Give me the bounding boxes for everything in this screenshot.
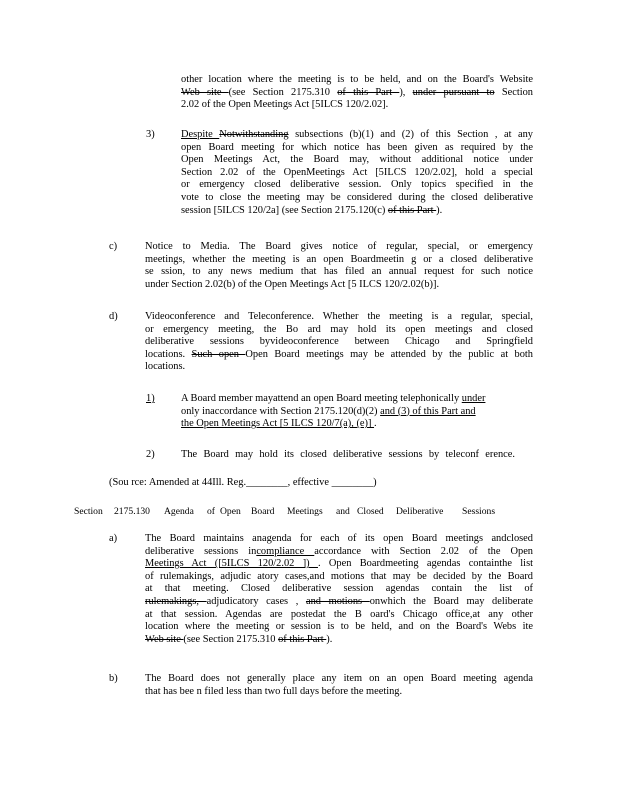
text-line [181, 406, 541, 419]
section-label: Section [74, 506, 103, 517]
inserted-text: compliance [256, 545, 315, 557]
deleted-text: of this Part [278, 633, 327, 645]
text-run: deliberative sessions byvideoconference between Chicago and Springfield [145, 336, 533, 348]
paragraph-agenda-filing [145, 673, 533, 698]
text-run: (see Section 2175.310 [183, 633, 279, 645]
text-run: 2.02 of the Open Meetings Act [5ILCS 120/2.02]. [181, 99, 389, 111]
deleted-text: Such open [191, 348, 246, 360]
section-title-word: Open [220, 506, 241, 517]
text-line [145, 571, 533, 584]
text-line [145, 558, 533, 571]
text-run: or emergency meeting, the Bo ard may hold its open meetings and closed [145, 323, 533, 335]
text-line [145, 621, 533, 634]
paragraph-closed-teleconference [181, 449, 515, 462]
text-line [145, 349, 533, 362]
text-line [181, 192, 533, 205]
text-run: Open Meetings Act, the Board may, without additional notice under [181, 154, 533, 166]
source-note [109, 477, 409, 490]
text-run: The Board may hold its closed deliberative sessions by teleconf erence. [181, 449, 515, 460]
text-line [145, 686, 533, 699]
text-run: ), [399, 86, 413, 98]
paragraph-telephonic-attendance [181, 393, 541, 431]
text-line [145, 673, 533, 686]
deleted-text: under pursuant to [412, 86, 495, 98]
text-line [145, 311, 533, 324]
deleted-text: rulemakings, [145, 595, 207, 607]
text-line [181, 129, 533, 142]
text-line [145, 266, 533, 279]
text-run: of rulemakings, adjudic atory cases,and motions that may be decided by the Board [145, 570, 533, 582]
paragraph-agenda-maintenance [145, 533, 533, 646]
text-run: A Board member mayattend an open Board meeting telephonically [181, 393, 462, 404]
text-line [181, 179, 533, 192]
text-line [181, 393, 541, 406]
item-label-d2: 2) [146, 449, 155, 460]
text-line [145, 596, 533, 609]
text-line [145, 254, 533, 267]
text-run: only inaccordance with Section 2175.120(d)(2) [181, 405, 381, 417]
section-title-word: Board [251, 506, 275, 517]
text-run: accordance with Section 2.02 of the Open [314, 545, 533, 557]
text-run: or emergency closed deliberative session. Only topics specified in the [181, 179, 533, 191]
section-title-word: and [336, 506, 350, 517]
item-label-d1: 1) [146, 393, 155, 404]
text-line [145, 609, 533, 622]
deleted-text: of this Part [337, 86, 400, 98]
item-label-d: d) [109, 311, 118, 322]
text-run: Section 2.02 of the OpenMeetings Act [5ILCS 120/2.02], hold a special [181, 166, 533, 178]
deleted-text: and motions [305, 595, 370, 607]
item-label-3: 3) [146, 129, 155, 140]
text-line [181, 87, 533, 100]
text-line [181, 154, 533, 167]
text-run: locations. [145, 361, 186, 373]
deleted-text: Web site [145, 633, 184, 645]
deleted-text: Web site [181, 86, 229, 98]
text-line [145, 533, 533, 546]
text-run: session [5ILCS 120/2a] (see Section 2175.120(c) [181, 204, 388, 216]
text-line [181, 74, 533, 87]
inserted-text: under [461, 393, 486, 404]
section-number: 2175.130 [114, 506, 150, 517]
inserted-text: Meetings Act ([5ILCS 120/2.02 ]) [145, 558, 318, 570]
text-line [145, 634, 533, 647]
text-run: under Section 2.02(b) of the Open Meetings Act [5 ILCS 120/2.02(b)]. [145, 278, 440, 290]
text-run: ). [436, 204, 443, 216]
section-title-word: Sessions [462, 506, 496, 517]
text-line [145, 583, 533, 596]
inserted-text: and (3) of this Part and [380, 405, 476, 417]
text-line [145, 241, 533, 254]
text-run: Section [494, 86, 533, 98]
paragraph-videoconference [145, 311, 533, 374]
text-line [181, 418, 541, 431]
text-run: open Board meeting for which notice has been given as required by the [181, 141, 533, 153]
text-run: onwhich the Board may deliberate [369, 595, 533, 607]
text-run: meetings, whether the meeting is an open Boardmeetin g or a closed deliberative [145, 253, 533, 265]
text-run: location where the meeting or session is to be held, and on the Board's Webs ite [145, 621, 533, 633]
text-run: at that session. Agendas are postedat the B oard's Chicago office,at any other [145, 608, 533, 620]
source-note-text: (Sou rce: Amended at 44Ill. Reg.________, effective ________) [109, 477, 377, 488]
text-run: deliberative sessions in [145, 545, 257, 557]
text-run: that has bee n filed less than two full days before the meeting. [145, 685, 403, 697]
text-line [145, 546, 533, 559]
text-run: Open Board meetings may be attended by the public at both [245, 348, 533, 360]
text-run: other location where the meeting is to be held, and on the Board's Website [181, 74, 533, 85]
text-run: ). [326, 633, 333, 645]
paragraph-notice-to-media [145, 241, 533, 291]
text-run: The Board does not generally place any item on an open Board meeting agenda [145, 673, 533, 684]
text-run: at that meeting. Closed deliberative session agendas contain the list of [145, 583, 533, 595]
section-title-word: Meetings [287, 506, 323, 517]
section-title-word: of [207, 506, 215, 517]
inserted-text: the Open Meetings Act [5 ILCS 120/7(a), (e)] [181, 418, 375, 430]
item-label-c: c) [109, 241, 118, 252]
text-run: adjudicatory cases , [206, 595, 306, 607]
text-line [145, 336, 533, 349]
text-run: se ssion, to any news medium that has filed an annual request for such notice [145, 266, 533, 278]
section-title-word: Closed [357, 506, 384, 517]
paragraph-item-3 [181, 129, 533, 217]
section-title-word: Deliberative [396, 506, 444, 517]
deleted-text: Notwithstanding [219, 129, 289, 140]
text-run: vote to close the meeting may be considered during the closed deliberative [181, 191, 533, 203]
paragraph-continuation [181, 74, 533, 112]
text-run: subsections (b)(1) and (2) of this Section , at any [288, 129, 533, 140]
section-title-word: Agenda [164, 506, 194, 517]
text-line [181, 167, 533, 180]
text-line [181, 142, 533, 155]
text-line [145, 279, 533, 292]
text-run: (see Section 2175.310 [228, 86, 338, 98]
text-run: The Board maintains anagenda for each of its open Board meetings andclosed [145, 533, 533, 544]
text-line [181, 99, 533, 112]
item-label-b: b) [109, 673, 118, 684]
text-line [145, 324, 533, 337]
text-run: locations. [145, 348, 192, 360]
text-line [181, 205, 533, 218]
text-run: Notice to Media. The Board gives notice of regular, special, or emergency [145, 241, 533, 252]
deleted-text: of this Part [387, 204, 437, 216]
text-line [181, 449, 515, 462]
text-run: Videoconference and Teleconference. Whether the meeting is a regular, special, [145, 311, 533, 322]
text-run: . Open Boardmeeting agendas containthe list [317, 558, 534, 570]
item-label-a: a) [109, 533, 118, 544]
text-run: . [374, 418, 377, 430]
inserted-text: Despite [181, 129, 220, 140]
text-line [145, 361, 533, 374]
